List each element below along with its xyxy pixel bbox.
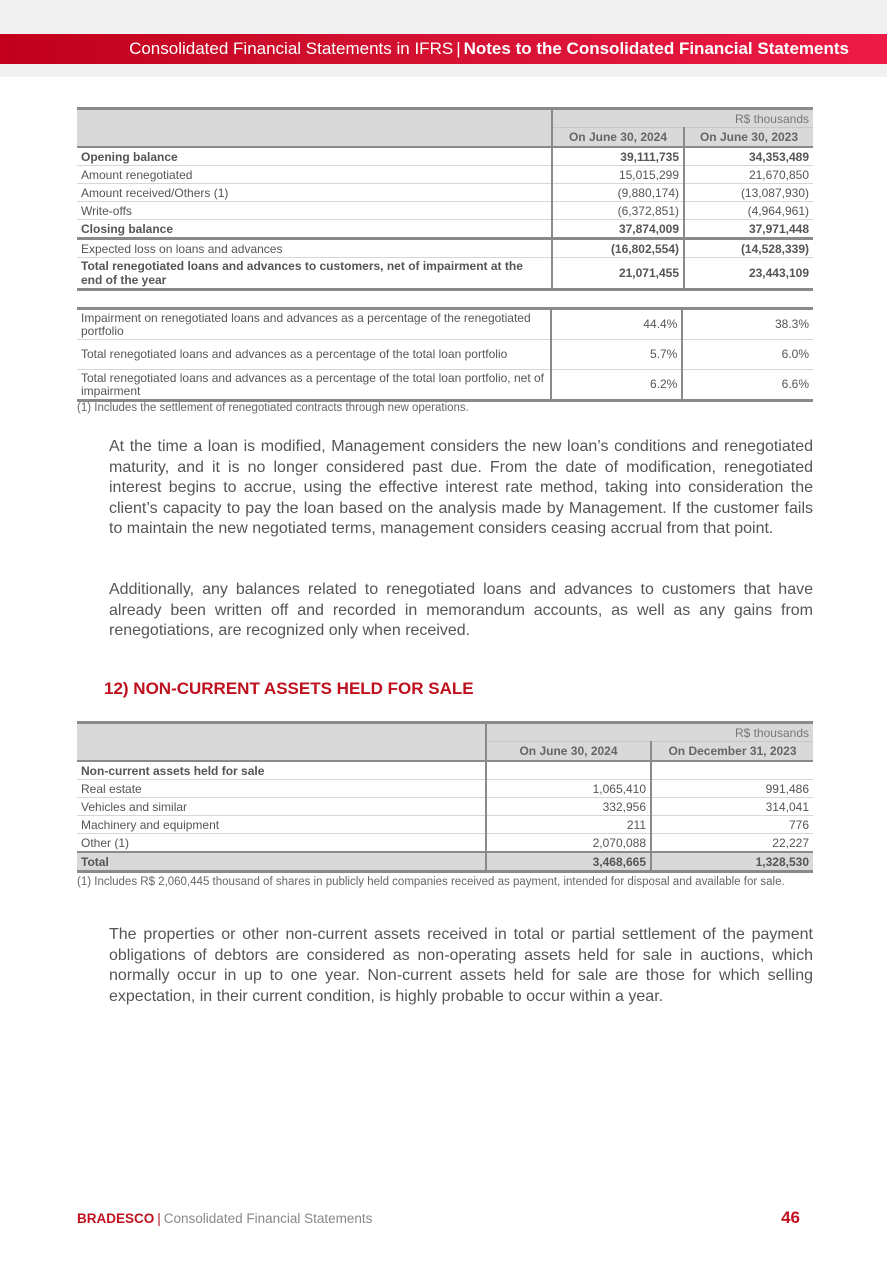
cell-value: 211	[486, 816, 651, 834]
cell-value: 314,041	[651, 798, 813, 816]
renegotiated-ratios-table	[77, 307, 813, 402]
header-separator: |	[456, 39, 461, 58]
row-label: Vehicles and similar	[77, 798, 486, 816]
cell-value: 44.4%	[551, 309, 683, 340]
paragraph-assets-held-for-sale: The properties or other non-current assets received in total or partial settlement of the payment obligations of debtors are considered as non-operating assets held for sale in auctions, which normally occur in up to one year. Non-current assets held for sale are those for which selling expectation, in their current condition, is highly probable to occur within a year.	[109, 926, 813, 1005]
column-header: On June 30, 2024	[552, 128, 684, 148]
row-label: Closing balance	[77, 220, 552, 239]
cell-value: 6.0%	[682, 340, 813, 370]
row-label: Other (1)	[77, 834, 486, 853]
footnote-renegotiated: (1) Includes the settlement of renegotiated contracts through new operations.	[77, 402, 469, 414]
row-label: Impairment on renegotiated loans and advances as a percentage of the renegotiated portfolio	[77, 309, 551, 340]
header-blank	[77, 723, 486, 742]
header-subsection: Notes to the Consolidated Financial Statements	[463, 39, 849, 58]
row-label: Expected loss on loans and advances	[77, 239, 552, 258]
cell-value: 21,670,850	[684, 166, 813, 184]
cell-value: 5.7%	[551, 340, 683, 370]
cell-value: 6.2%	[551, 370, 683, 401]
table-group-row	[77, 761, 813, 780]
total-label: Total	[77, 852, 486, 872]
paragraph-written-off-balances: Additionally, any balances related to renegotiated loans and advances to customers that have already been written off and recorded in memorandum accounts, as well as any gains from renegotiations, are recognized only when received.	[109, 581, 813, 639]
cell-value: (6,372,851)	[552, 202, 684, 220]
column-header: On June 30, 2024	[486, 742, 651, 762]
renegotiated-loans-table	[77, 107, 813, 291]
page-number: 46	[781, 1208, 800, 1227]
cell-value: (9,880,174)	[552, 184, 684, 202]
footer-separator: |	[157, 1211, 161, 1226]
cell-value: 34,353,489	[684, 147, 813, 166]
table-row	[77, 220, 813, 239]
cell-value: 38.3%	[682, 309, 813, 340]
table-row	[77, 798, 813, 816]
table-column-header-row	[77, 128, 813, 148]
cell-value: 991,486	[651, 780, 813, 798]
row-label: Total renegotiated loans and advances as a percentage of the total loan portfolio	[77, 340, 551, 370]
row-label: Machinery and equipment	[77, 816, 486, 834]
row-label: Real estate	[77, 780, 486, 798]
column-header: On December 31, 2023	[651, 742, 813, 762]
cell-value: 37,971,448	[684, 220, 813, 239]
cell-value: 6.6%	[682, 370, 813, 401]
cell-empty	[486, 761, 651, 780]
cell-value: 39,111,735	[552, 147, 684, 166]
row-label: Opening balance	[77, 147, 552, 166]
footer-doc-title: Consolidated Financial Statements	[163, 1211, 373, 1226]
table-header-row	[77, 109, 813, 128]
table-row	[77, 258, 813, 290]
table-row	[77, 834, 813, 853]
unit-label: R$ thousands	[552, 109, 813, 128]
cell-value: 23,443,109	[684, 258, 813, 290]
cell-value: 21,071,455	[552, 258, 684, 290]
row-label: Amount received/Others (1)	[77, 184, 552, 202]
table-row	[77, 184, 813, 202]
table-row	[77, 816, 813, 834]
cell-value: (16,802,554)	[552, 239, 684, 258]
table-row	[77, 370, 813, 401]
cell-value: (14,528,339)	[684, 239, 813, 258]
column-header: On June 30, 2023	[684, 128, 813, 148]
footnote-assets: (1) Includes R$ 2,060,445 thousand of shares in publicly held companies received as payment, intended for disposal and available for sale.	[77, 876, 785, 888]
table-row	[77, 147, 813, 166]
assets-held-for-sale-table	[77, 721, 813, 873]
unit-label: R$ thousands	[486, 723, 813, 742]
cell-value: 15,015,299	[552, 166, 684, 184]
cell-empty	[651, 761, 813, 780]
group-label: Non-current assets held for sale	[77, 761, 486, 780]
row-label: Total renegotiated loans and advances to customers, net of impairment at the end of the year	[77, 258, 552, 290]
row-label: Total renegotiated loans and advances as a percentage of the total loan portfolio, net of impairment	[77, 370, 551, 401]
table-total-row	[77, 852, 813, 872]
table-row	[77, 309, 813, 340]
cell-value: 2,070,088	[486, 834, 651, 853]
section-title: 12) NON-CURRENT ASSETS HELD FOR SALE	[104, 679, 474, 698]
header-blank	[77, 109, 552, 128]
row-label: Amount renegotiated	[77, 166, 552, 184]
total-value: 1,328,530	[651, 852, 813, 872]
cell-value: 22,227	[651, 834, 813, 853]
table-column-header-row	[77, 742, 813, 762]
cell-value: (4,964,961)	[684, 202, 813, 220]
footer-brand: BRADESCO	[77, 1211, 155, 1226]
header-blank	[77, 742, 486, 762]
cell-value: 332,956	[486, 798, 651, 816]
header-blank	[77, 128, 552, 148]
page-header	[0, 34, 887, 64]
table-row	[77, 780, 813, 798]
page-footer	[77, 1211, 372, 1226]
table-row	[77, 202, 813, 220]
cell-value: 37,874,009	[552, 220, 684, 239]
total-value: 3,468,665	[486, 852, 651, 872]
paragraph-loan-modification: At the time a loan is modified, Management considers the new loan’s conditions and renegotiated maturity, and it is no longer considered past due. From the date of modification, renegotiated interest begins to accrue, using the effective interest rate method, taking into consideration the client’s capacity to pay the loan based on the analysis made by Management. If the customer fails to maintain the new negotiated terms, management considers ceasing accrual from that point.	[109, 438, 813, 537]
table-row	[77, 340, 813, 370]
row-label: Write-offs	[77, 202, 552, 220]
table-row	[77, 166, 813, 184]
header-section: Consolidated Financial Statements in IFRS	[129, 39, 454, 58]
table-header-row	[77, 723, 813, 742]
cell-value: 1,065,410	[486, 780, 651, 798]
cell-value: 776	[651, 816, 813, 834]
cell-value: (13,087,930)	[684, 184, 813, 202]
table-row	[77, 239, 813, 258]
